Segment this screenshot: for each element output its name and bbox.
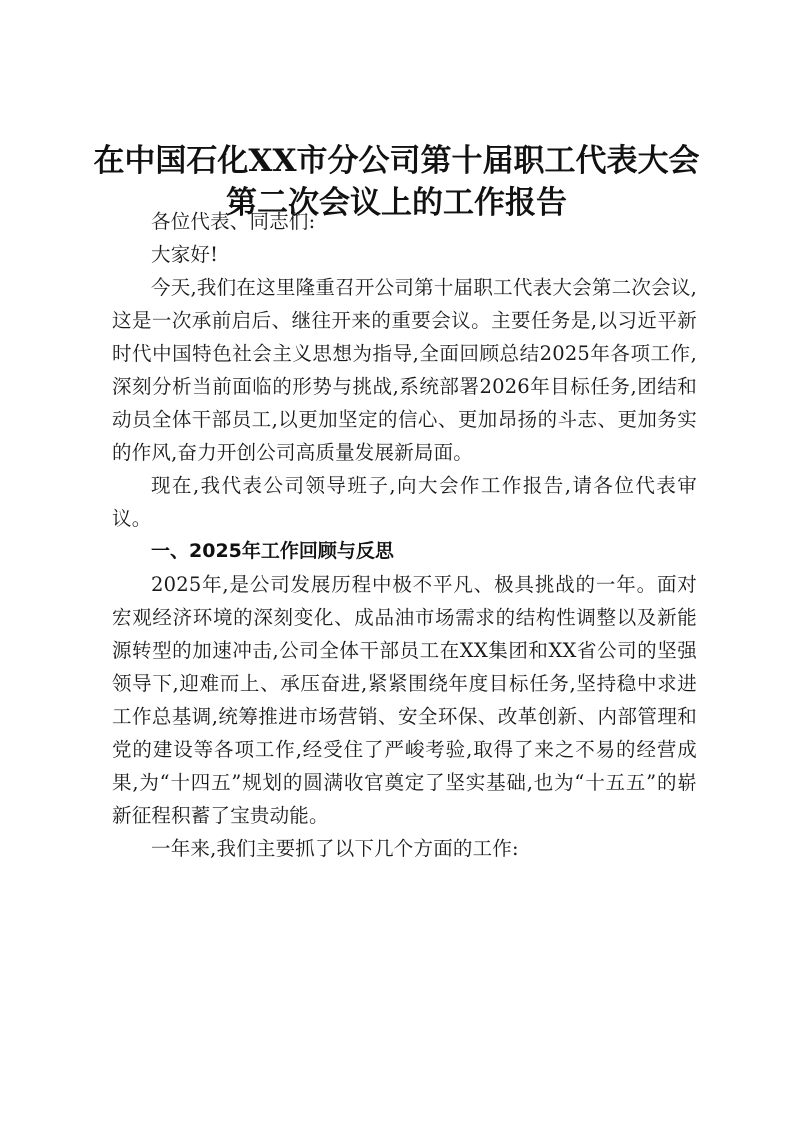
work-summary-paragraph: 一年来,我们主要抓了以下几个方面的工作: <box>151 837 519 860</box>
report-statement-paragraph: 现在,我代表公司领导班子,向大会作工作报告,请各位代表审议。 <box>112 474 697 530</box>
title-line-1: 在中国石化XX市分公司第十届职工代表大会 <box>93 143 700 179</box>
salutation: 各位代表、同志们: <box>151 210 316 233</box>
intro-paragraph: 今天,我们在这里隆重召开公司第十届职工代表大会第二次会议,这是一次承前启后、继往开来的重要会议。主要任务是,以习近平新时代中国特色社会主义思想为指导,全面回顾总结2025年各项工作,深刻分析当前面临的形势与挑战,系统部署2026年目标任务,团结和动员全体干部员工,以更加坚定的信心、更加昂扬的斗志、更加务实的作风,奋力开创公司高质量发展新局面。 <box>112 276 697 464</box>
document-body <box>112 205 697 865</box>
greeting: 大家好! <box>151 243 219 266</box>
title-line-2: 第二次会议上的工作报告 <box>226 185 567 221</box>
review-paragraph: 2025年,是公司发展历程中极不平凡、极具挑战的一年。面对宏观经济环境的深刻变化、成品油市场需求的结构性调整以及新能源转型的加速冲击,公司全体干部员工在XX集团和XX省公司的坚强领导下,迎难而上、承压奋进,紧紧围绕年度目标任务,坚持稳中求进工作总基调,统筹推进市场营销、安全环保、改革创新、内部管理和党的建设等各项工作,经受住了严峻考验,取得了来之不易的经营成果,为“十四五”规划的圆满收官奠定了坚实基础,也为“十五五”的崭新征程积蓄了宝贵动能。 <box>112 573 697 827</box>
section-heading: 一、2025年工作回顾与反思 <box>151 540 394 562</box>
